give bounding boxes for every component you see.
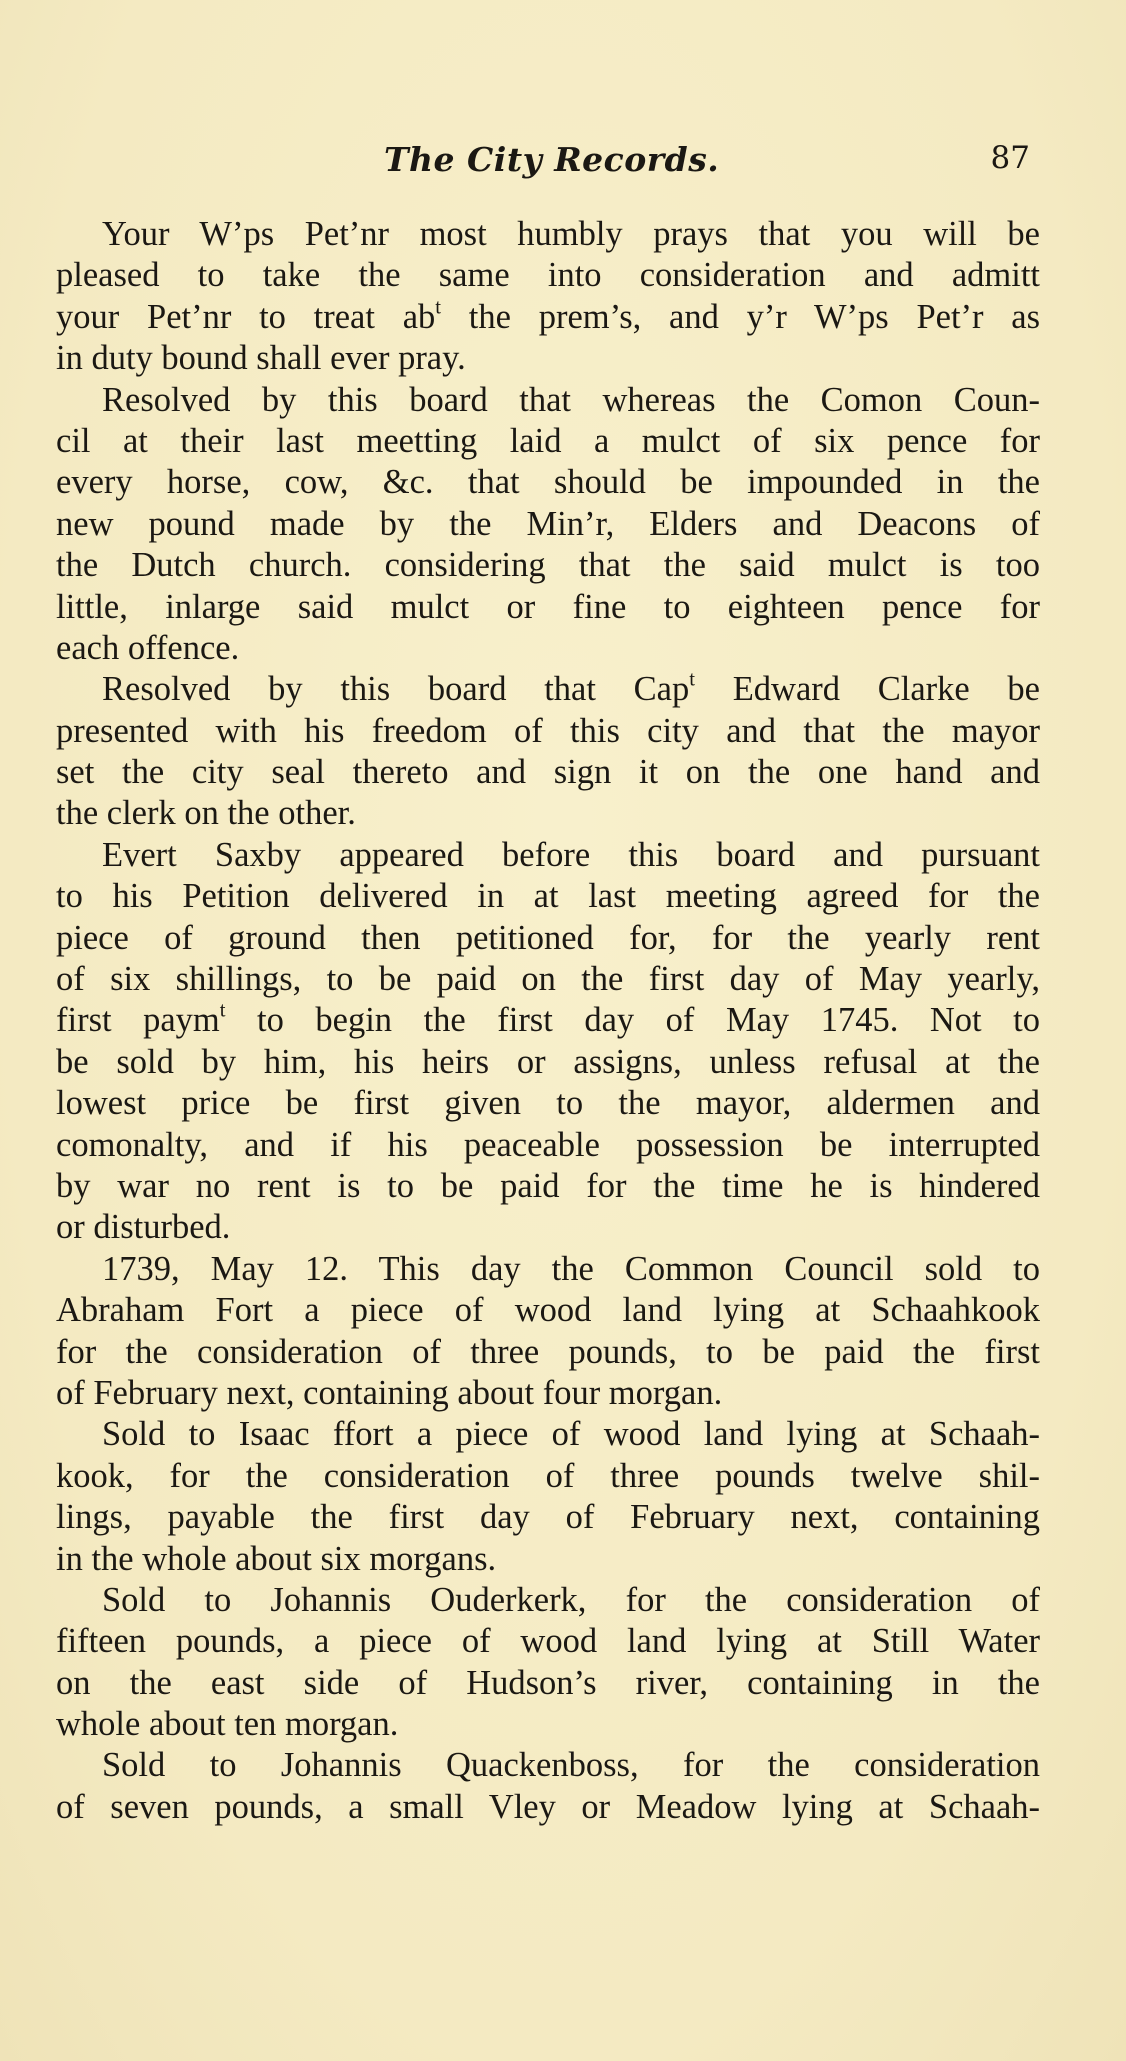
text-line: new pound made by the Min’r, Elders and Deacons of — [56, 504, 1040, 543]
text-line: every horse, cow, &c. that should be impounded in the — [56, 463, 1040, 502]
text-line: on the east side of Hudson’s river, containing in the — [56, 1663, 1040, 1702]
page-number: 87 — [990, 140, 1030, 176]
text-line: be sold by him, his heirs or assigns, unless refusal at the — [56, 1042, 1040, 1081]
running-head — [56, 140, 1040, 190]
text-line: Your W’ps Pet’nr most humbly prays that you will be — [102, 215, 1040, 253]
text-line: or disturbed. — [56, 1208, 231, 1247]
text-line: the Dutch church. considering that the said mulct is too — [56, 546, 1040, 585]
text-line: of six shillings, to be paid on the first day of May yearly, — [56, 960, 1040, 999]
text-line: Sold to Johannis Ouderkerk, for the consideration of — [102, 1580, 1040, 1619]
text-line: lings, payable the first day of February next, containing — [56, 1498, 1040, 1537]
text-line: the clerk on the other. — [56, 794, 356, 833]
text-line: Evert Saxby appeared before this board and pursuant — [102, 835, 1040, 874]
text-line: by war no rent is to be paid for the time he is hindered — [56, 1166, 1040, 1205]
text-line: first paym$^t$ to begin the first day of May 1745. Not to — [56, 1000, 1040, 1040]
text-line: of seven pounds, a small Vley or Meadow lying at Schaah- — [56, 1787, 1040, 1826]
text-line: fifteen pounds, a piece of wood land lying at Still Water — [56, 1622, 1040, 1661]
paragraph — [56, 1414, 1040, 1580]
text-line: set the city seal thereto and sign it on the one hand and — [56, 753, 1040, 792]
text-line: Abraham Fort a piece of wood land lying at Schaahkook — [56, 1291, 1040, 1330]
paragraph — [56, 1249, 1040, 1415]
paragraph — [56, 669, 1040, 835]
paragraph — [56, 380, 1040, 670]
text-line: piece of ground then petitioned for, for the yearly rent — [56, 918, 1040, 957]
text-line: Sold to Johannis Quackenboss, for the consideration — [102, 1746, 1040, 1785]
text-line: Sold to Isaac ffort a piece of wood land lying at Schaah- — [102, 1415, 1040, 1454]
text-line: Resolved by this board that Cap$^t$ Edward Clarke be — [102, 669, 1040, 709]
text-line: comonalty, and if his peaceable possession be interrupted — [56, 1125, 1040, 1164]
text-line: kook, for the consideration of three pounds twelve shil- — [56, 1456, 1040, 1495]
text-line: for the consideration of three pounds, to be paid the first — [56, 1332, 1040, 1371]
paragraph — [56, 1580, 1040, 1746]
text-line: cil at their last meetting laid a mulct of six pence for — [56, 421, 1040, 460]
paragraph — [56, 1745, 1040, 1828]
text-line: Resolved by this board that whereas the Comon Coun- — [102, 380, 1040, 419]
text-line: each offence. — [56, 628, 240, 667]
running-head-title: The City Records. — [384, 140, 720, 179]
text-line: little, inlarge said mulct or fine to eighteen pence for — [56, 587, 1040, 626]
text-line: in duty bound shall ever pray. — [56, 339, 466, 378]
text-line: whole about ten morgan. — [56, 1705, 399, 1744]
paragraph — [56, 214, 1040, 380]
text-line: lowest price be first given to the mayor, aldermen and — [56, 1084, 1040, 1123]
text-line: of February next, containing about four morgan. — [56, 1373, 723, 1412]
text-line: presented with his freedom of this city and that the mayor — [56, 711, 1040, 750]
text-line: to his Petition delivered in at last meeting agreed for the — [56, 877, 1040, 916]
text-line: 1739, May 12. This day the Common Council sold to — [102, 1249, 1040, 1288]
text-line: in the whole about six morgans. — [56, 1539, 497, 1578]
paragraph — [56, 835, 1040, 1249]
text-line: pleased to take the same into consideration and admitt — [56, 256, 1040, 295]
body-text — [56, 214, 1040, 1828]
text-line: your Pet’nr to treat $ab^t$ the prem’s, and y’r W’ps Pet’r as — [56, 296, 1040, 336]
